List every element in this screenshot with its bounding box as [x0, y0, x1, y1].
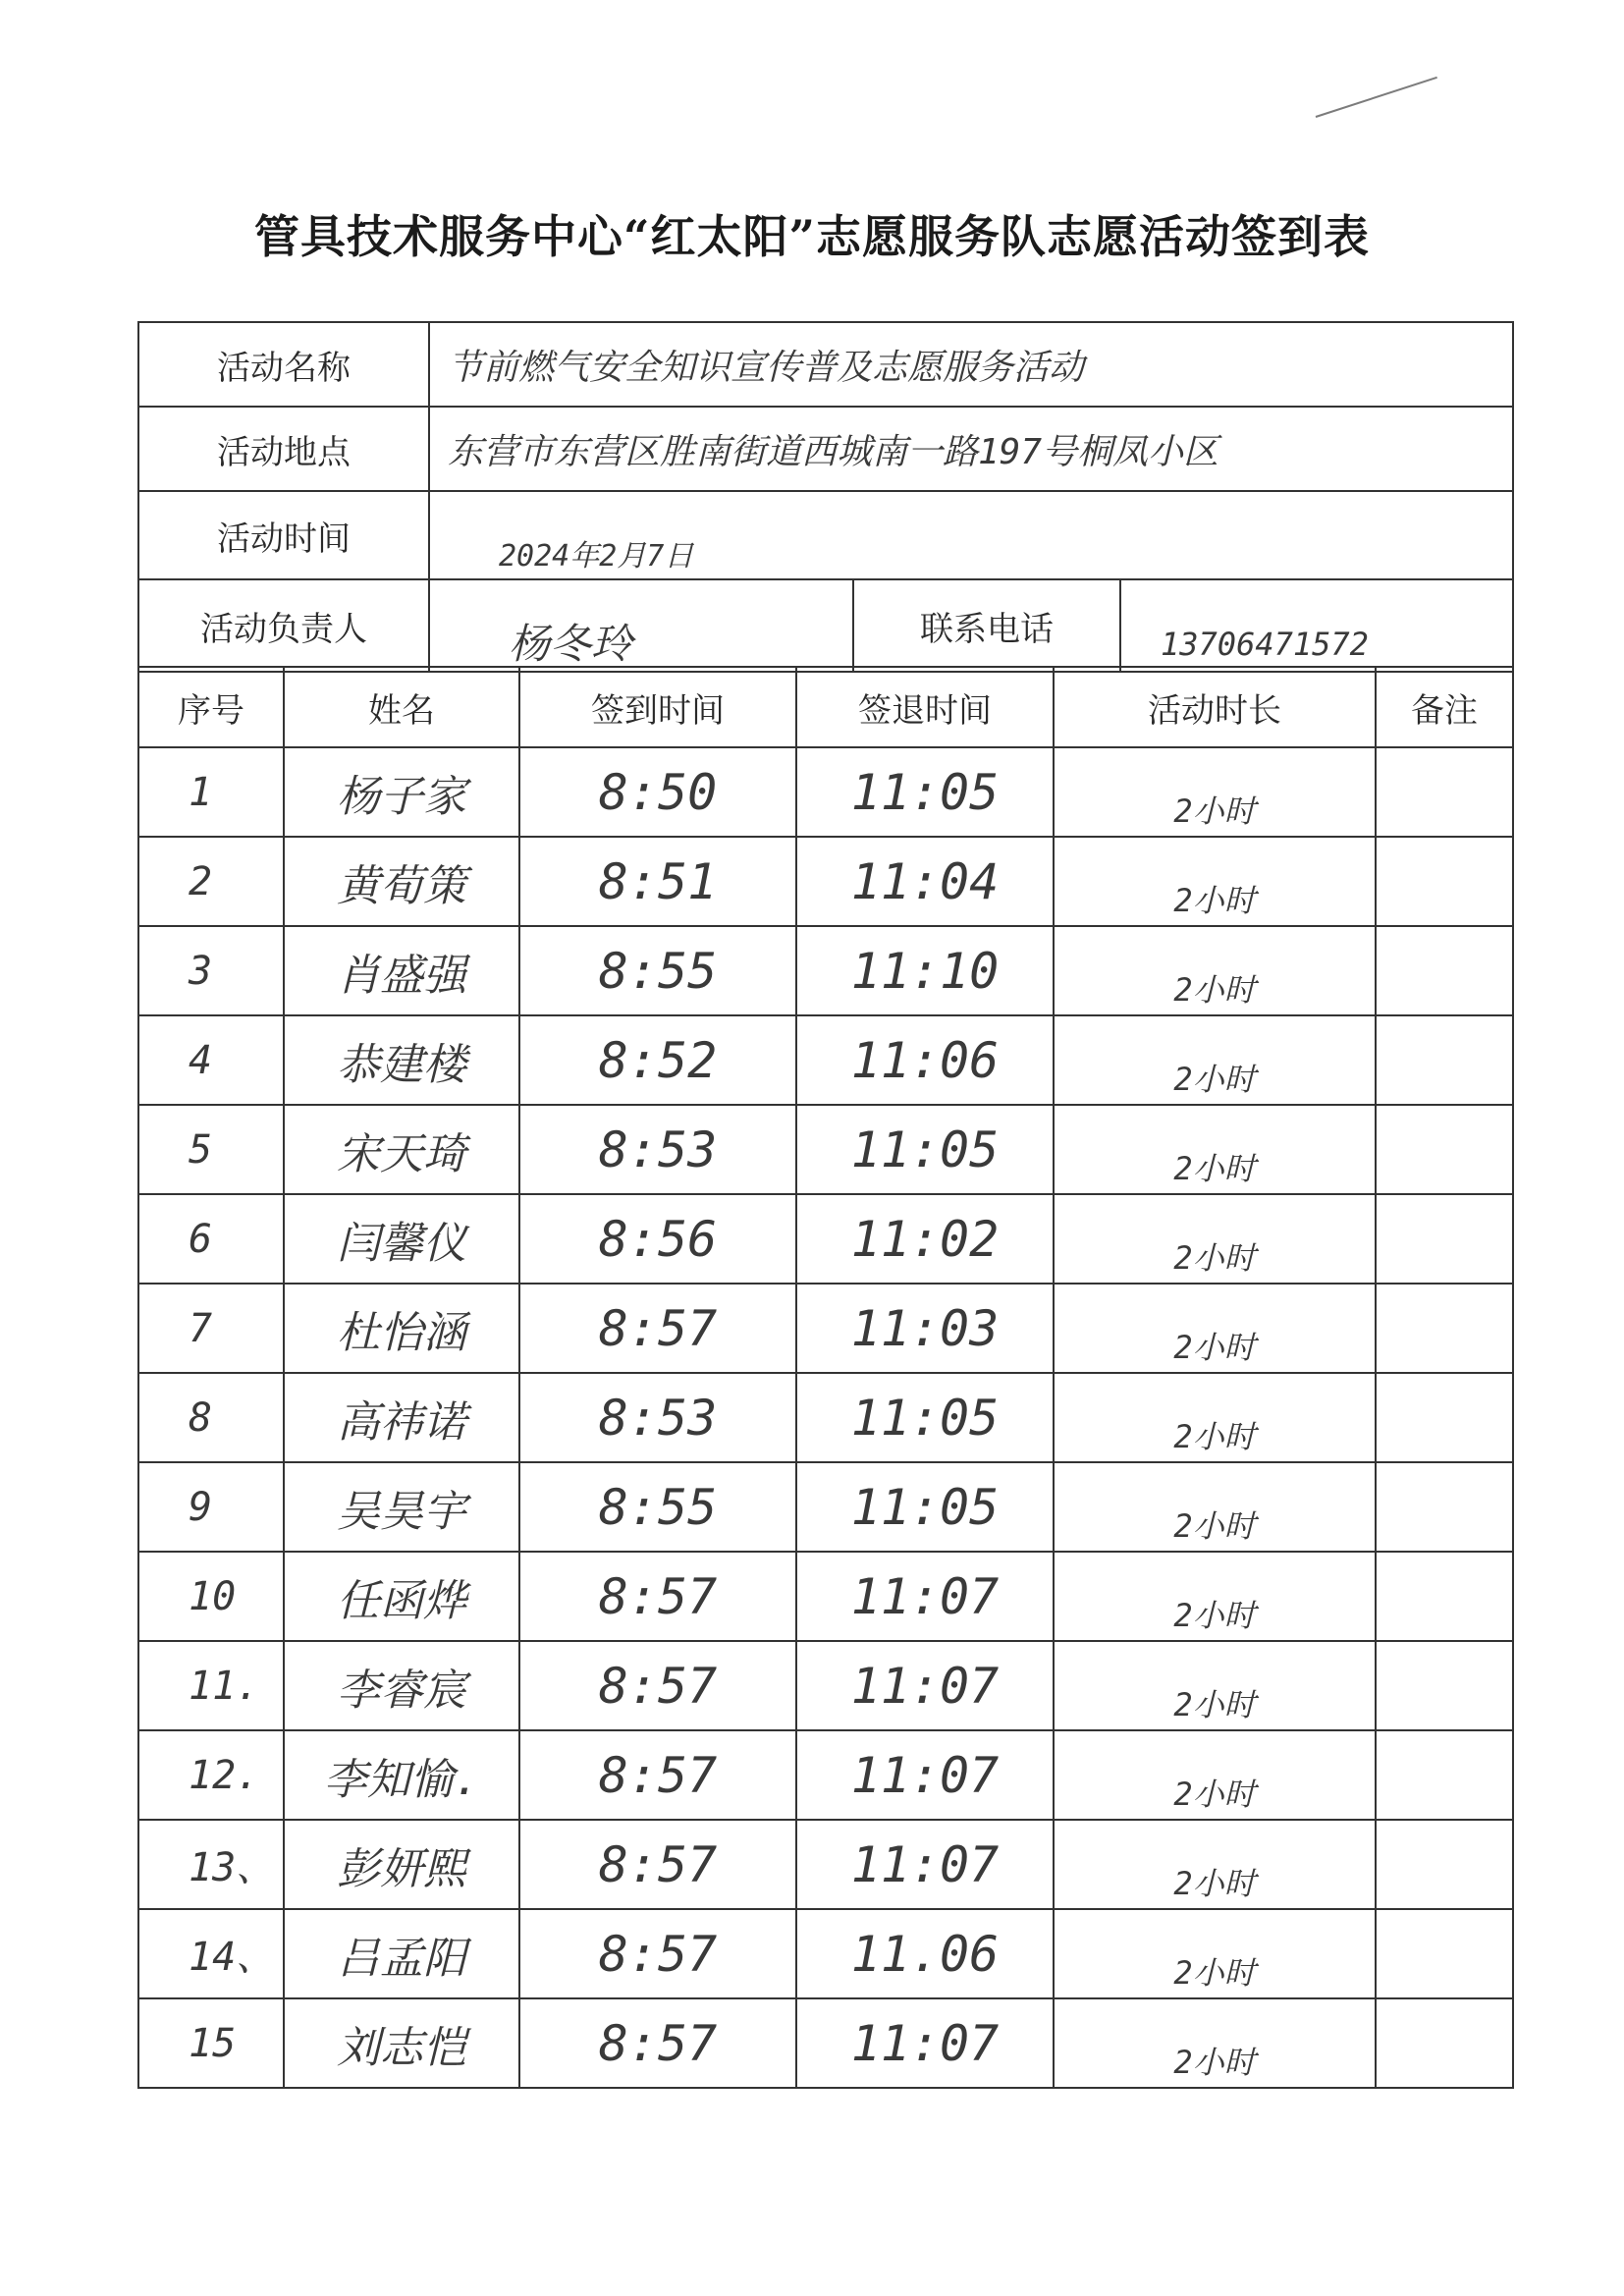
col-header-duration: 活动时长 — [1054, 667, 1376, 747]
sign-in-table — [137, 666, 1514, 2089]
activity-duration: 2小时 — [1054, 926, 1376, 1015]
volunteer-name: 恭建楼 — [284, 1015, 519, 1105]
volunteer-name: 李知愉. — [284, 1730, 519, 1820]
leader-value: 杨冬玲 — [429, 579, 853, 672]
location-row — [138, 407, 1513, 491]
table-row — [138, 1820, 1513, 1909]
sign-in-time: 8:57 — [519, 1552, 796, 1641]
row-number: 13、 — [138, 1820, 284, 1909]
page-title: 管具技术服务中心“红太阳”志愿服务队志愿活动签到表 — [254, 210, 1370, 263]
volunteer-name: 任函烨 — [284, 1552, 519, 1641]
sign-out-time: 11.06 — [796, 1909, 1054, 1998]
note-cell — [1376, 1730, 1513, 1820]
row-number: 11. — [138, 1641, 284, 1730]
table-row — [138, 926, 1513, 1015]
table-row — [138, 1373, 1513, 1462]
sign-out-time: 11:05 — [796, 1105, 1054, 1194]
sign-in-time: 8:56 — [519, 1194, 796, 1284]
volunteer-name: 杨子家 — [284, 747, 519, 837]
row-number: 2 — [138, 837, 284, 926]
table-row — [138, 1194, 1513, 1284]
sign-in-time: 8:50 — [519, 747, 796, 837]
sign-out-time: 11:07 — [796, 1998, 1054, 2088]
activity-duration: 2小时 — [1054, 1641, 1376, 1730]
sign-in-time: 8:57 — [519, 1998, 796, 2088]
col-header-sign-out: 签退时间 — [796, 667, 1054, 747]
sign-out-time: 11:05 — [796, 747, 1054, 837]
note-cell — [1376, 1284, 1513, 1373]
note-cell — [1376, 1015, 1513, 1105]
time-label: 活动时间 — [138, 491, 429, 579]
activity-duration: 2小时 — [1054, 1015, 1376, 1105]
activity-duration: 2小时 — [1054, 1730, 1376, 1820]
note-cell — [1376, 1820, 1513, 1909]
volunteer-name: 闫馨仪 — [284, 1194, 519, 1284]
activity-duration: 2小时 — [1054, 1462, 1376, 1552]
note-cell — [1376, 1105, 1513, 1194]
sign-in-time: 8:57 — [519, 1730, 796, 1820]
sign-out-time: 11:07 — [796, 1730, 1054, 1820]
sign-out-time: 11:02 — [796, 1194, 1054, 1284]
activity-duration: 2小时 — [1054, 1998, 1376, 2088]
table-row — [138, 1462, 1513, 1552]
activity-duration: 2小时 — [1054, 1820, 1376, 1909]
row-number: 9 — [138, 1462, 284, 1552]
leader-row — [138, 579, 1513, 672]
note-cell — [1376, 1552, 1513, 1641]
volunteer-name: 杜怡涵 — [284, 1284, 519, 1373]
col-header-no: 序号 — [138, 667, 284, 747]
row-number: 1 — [138, 747, 284, 837]
note-cell — [1376, 1373, 1513, 1462]
row-number: 4 — [138, 1015, 284, 1105]
phone-label: 联系电话 — [853, 579, 1120, 672]
table-row — [138, 1105, 1513, 1194]
table-row — [138, 747, 1513, 837]
note-cell — [1376, 747, 1513, 837]
sign-out-time: 11:07 — [796, 1552, 1054, 1641]
note-cell — [1376, 1909, 1513, 1998]
sign-out-time: 11:03 — [796, 1284, 1054, 1373]
volunteer-name: 肖盛强 — [284, 926, 519, 1015]
table-row — [138, 1909, 1513, 1998]
col-header-sign-in: 签到时间 — [519, 667, 796, 747]
table-header-row — [138, 667, 1513, 747]
activity-duration: 2小时 — [1054, 1909, 1376, 1998]
phone-value: 13706471572 — [1120, 579, 1513, 672]
note-cell — [1376, 1641, 1513, 1730]
activity-duration: 2小时 — [1054, 1373, 1376, 1462]
row-number: 10 — [138, 1552, 284, 1641]
table-row — [138, 1284, 1513, 1373]
volunteer-name: 吴昊宇 — [284, 1462, 519, 1552]
note-cell — [1376, 1998, 1513, 2088]
activity-duration: 2小时 — [1054, 837, 1376, 926]
activity-name-value: 节前燃气安全知识宣传普及志愿服务活动 — [429, 322, 1513, 407]
table-row — [138, 1641, 1513, 1730]
row-number: 12. — [138, 1730, 284, 1820]
sign-in-time: 8:53 — [519, 1373, 796, 1462]
sign-in-time: 8:57 — [519, 1909, 796, 1998]
sign-out-time: 11:05 — [796, 1373, 1054, 1462]
sign-out-time: 11:07 — [796, 1820, 1054, 1909]
row-number: 3 — [138, 926, 284, 1015]
volunteer-name: 彭妍熙 — [284, 1820, 519, 1909]
sign-in-time: 8:55 — [519, 926, 796, 1015]
row-number: 7 — [138, 1284, 284, 1373]
time-row — [138, 491, 1513, 579]
note-cell — [1376, 1194, 1513, 1284]
col-header-note: 备注 — [1376, 667, 1513, 747]
volunteer-name: 刘志恺 — [284, 1998, 519, 2088]
activity-duration: 2小时 — [1054, 1284, 1376, 1373]
row-number: 6 — [138, 1194, 284, 1284]
location-label: 活动地点 — [138, 407, 429, 491]
sign-in-time: 8:57 — [519, 1820, 796, 1909]
col-header-name: 姓名 — [284, 667, 519, 747]
volunteer-name: 李睿宸 — [284, 1641, 519, 1730]
sign-out-time: 11:06 — [796, 1015, 1054, 1105]
activity-name-row — [138, 322, 1513, 407]
volunteer-name: 宋天琦 — [284, 1105, 519, 1194]
row-number: 8 — [138, 1373, 284, 1462]
sign-in-time: 8:55 — [519, 1462, 796, 1552]
activity-duration: 2小时 — [1054, 747, 1376, 837]
sign-in-time: 8:53 — [519, 1105, 796, 1194]
table-row — [138, 1552, 1513, 1641]
note-cell — [1376, 837, 1513, 926]
sign-out-time: 11:05 — [796, 1462, 1054, 1552]
volunteer-name: 吕孟阳 — [284, 1909, 519, 1998]
sign-out-time: 11:04 — [796, 837, 1054, 926]
table-row — [138, 1015, 1513, 1105]
activity-duration: 2小时 — [1054, 1194, 1376, 1284]
note-cell — [1376, 926, 1513, 1015]
note-cell — [1376, 1462, 1513, 1552]
sign-in-time: 8:57 — [519, 1641, 796, 1730]
sign-in-time: 8:57 — [519, 1284, 796, 1373]
table-row — [138, 1998, 1513, 2088]
row-number: 14、 — [138, 1909, 284, 1998]
activity-duration: 2小时 — [1054, 1105, 1376, 1194]
activity-info-table — [137, 321, 1514, 673]
activity-duration: 2小时 — [1054, 1552, 1376, 1641]
table-row — [138, 837, 1513, 926]
location-value: 东营市东营区胜南街道西城南一路197号桐凤小区 — [429, 407, 1513, 491]
sign-in-time: 8:51 — [519, 837, 796, 926]
sign-out-time: 11:10 — [796, 926, 1054, 1015]
time-value: 2024年2月7日 — [429, 491, 1513, 579]
volunteer-name: 黄荀策 — [284, 837, 519, 926]
table-row — [138, 1730, 1513, 1820]
volunteer-name: 高祎诺 — [284, 1373, 519, 1462]
pen-stroke-mark — [1316, 77, 1437, 118]
row-number: 15 — [138, 1998, 284, 2088]
row-number: 5 — [138, 1105, 284, 1194]
sign-in-time: 8:52 — [519, 1015, 796, 1105]
leader-label: 活动负责人 — [138, 579, 429, 672]
sign-out-time: 11:07 — [796, 1641, 1054, 1730]
activity-name-label: 活动名称 — [138, 322, 429, 407]
